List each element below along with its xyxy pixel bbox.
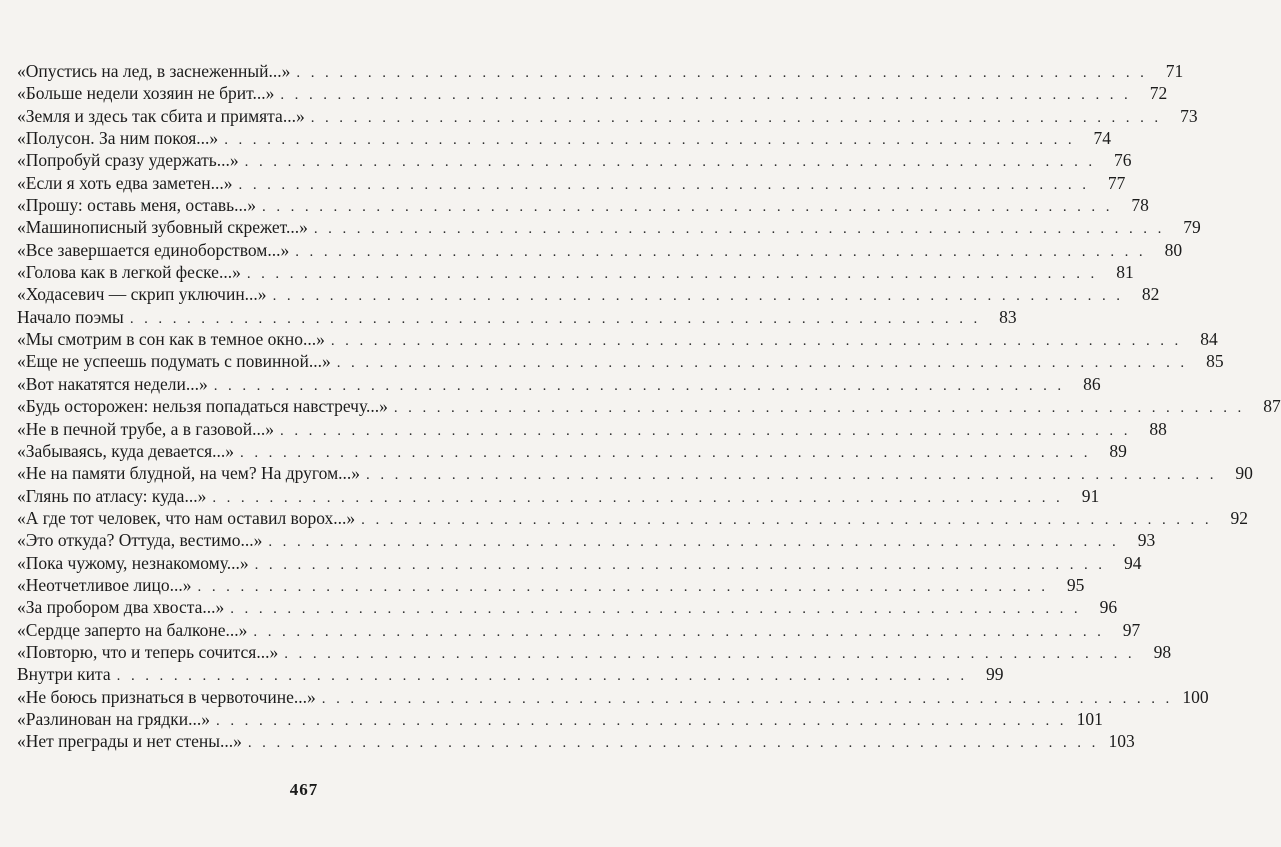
toc-entry [17,328,1218,350]
toc-entry-title: «Земля и здесь так сбита и примята...» [17,105,305,126]
toc-entry-page: 71 [1165,61,1184,81]
toc-entry-page: 78 [1131,195,1149,216]
toc-dot-leader: . . . . . . . . . . . . . . . . . . . . . . . . . . . . . . . . . . . . . . . . . . . . . . . . . . . . . . . . . . . . [393,400,1245,417]
toc-dot-leader: . . . . . . . . . . . . . . . . . . . . . . . . . . . . . . . . . . . . . . . . . . . . . . . . . . . . . . . . . . . . [280,87,1132,104]
toc-entry-page: 83 [999,306,1017,327]
toc-entry [17,373,1101,395]
toc-dot-leader: . . . . . . . . . . . . . . . . . . . . . . . . . . . . . . . . . . . . . . . . . . . . . . . . . . . . . . . . . . . . [254,556,1106,573]
toc-entry [17,261,1134,283]
toc-dot-leader: . . . . . . . . . . . . . . . . . . . . . . . . . . . . . . . . . . . . . . . . . . . . . . . . . . . . . . . . . . . . [116,668,968,685]
toc-dot-leader: . . . . . . . . . . . . . . . . . . . . . . . . . . . . . . . . . . . . . . . . . . . . . . . . . . . . . . . . . . . . [336,355,1188,372]
toc-entry-title: «Не боюсь признаться в червоточине...» [17,686,316,707]
toc-entry [17,730,1135,752]
toc-entry-page: 101 [1076,708,1103,729]
toc-entry-title: «Прошу: оставь меня, оставь...» [17,195,257,216]
toc-dot-leader: . . . . . . . . . . . . . . . . . . . . . . . . . . . . . . . . . . . . . . . . . . . . . . . . . . . . . . . . . . . . [284,645,1136,662]
toc-entry-page: 84 [1200,329,1218,350]
toc-dot-leader: . . . . . . . . . . . . . . . . . . . . . . . . . . . . . . . . . . . . . . . . . . . . . . . . . . . . . . . . . . . . [262,199,1113,216]
toc-entry [17,216,1201,238]
toc-entry-page: 93 [1137,530,1156,551]
toc-entry-page: 85 [1206,351,1224,372]
toc-entry-title: «Не на памяти блудной, на чем? На другом...» [17,463,361,484]
toc-dot-leader: . . . . . . . . . . . . . . . . . . . . . . . . . . . . . . . . . . . . . . . . . . . . . . . . . . . . . . . . . . . . [247,735,1099,752]
toc-entry [17,395,1281,417]
toc-entry-title: «Мы смотрим в сон как в темное окно...» [17,329,325,350]
toc-entry [17,127,1112,149]
toc-entry-page: 97 [1122,619,1141,640]
toc-entry-page: 88 [1149,418,1167,439]
toc-entry-page: 76 [1114,150,1132,171]
toc-entry [17,306,1017,328]
toc-entry [17,194,1149,216]
toc-entry [17,596,1118,618]
toc-dot-leader: . . . . . . . . . . . . . . . . . . . . . . . . . . . . . . . . . . . . . . . . . . . . . . . . . . . . . . . . . . . . [310,109,1162,126]
toc-entry [17,418,1167,440]
toc-entry-page: 103 [1108,731,1135,752]
toc-entry [17,485,1100,507]
toc-entry-title: «Попробуй сразу удержать...» [17,150,239,171]
toc-entry-title: Внутри кита [17,664,111,685]
toc-entry-page: 94 [1123,552,1142,573]
toc-entry-page: 92 [1230,507,1248,528]
toc-entry-page: 82 [1141,284,1160,305]
toc-entry-title: «Глянь по атласу: куда...» [17,485,207,506]
toc-entry-page: 81 [1116,262,1134,283]
toc-entry [17,60,1184,82]
toc-dot-leader: . . . . . . . . . . . . . . . . . . . . . . . . . . . . . . . . . . . . . . . . . . . . . . . . . . . . . . . . . . . . [246,266,1098,283]
toc-entry-title: «Разлинован на грядки...» [17,708,211,729]
toc-dot-leader: . . . . . . . . . . . . . . . . . . . . . . . . . . . . . . . . . . . . . . . . . . . . . . . . . . . . . . . . . . . . [313,221,1165,238]
toc-entry [17,641,1172,663]
toc-dot-leader: . . . . . . . . . . . . . . . . . . . . . . . . . . . . . . . . . . . . . . . . . . . . . . . . . . . . . . . . . . . . [240,444,1091,461]
toc-entry [17,105,1198,127]
toc-entry [17,350,1224,372]
toc-entry-title: Начало поэмы [17,306,124,327]
toc-entry-title: «Ходасевич — скрип уключин...» [17,284,267,305]
toc-dot-leader: . . . . . . . . . . . . . . . . . . . . . . . . . . . . . . . . . . . . . . . . . . . . . . . . . . . . . . . . . . . . [280,422,1131,439]
toc-dot-leader: . . . . . . . . . . . . . . . . . . . . . . . . . . . . . . . . . . . . . . . . . . . . . . . . . . . . . . . . . . . . [244,154,1096,171]
toc-entry [17,619,1141,641]
toc-entry-page: 91 [1081,485,1100,506]
toc-entry-title: «Машинописный зубовный скрежет...» [17,217,308,238]
toc-entry-page: 99 [986,664,1004,685]
toc-entry-page: 89 [1109,440,1127,461]
toc-entry [17,708,1103,730]
toc-entry-title: «Еще не успеешь подумать с повинной...» [17,351,331,372]
toc-dot-leader: . . . . . . . . . . . . . . . . . . . . . . . . . . . . . . . . . . . . . . . . . . . . . . . . . . . . . . . . . . . . [268,534,1120,551]
toc-dot-leader: . . . . . . . . . . . . . . . . . . . . . . . . . . . . . . . . . . . . . . . . . . . . . . . . . . . . . . . . . . . . [213,377,1065,394]
toc-entry-page: 74 [1093,128,1112,149]
toc-entry [17,82,1168,104]
toc-entry-title: «Голова как в легкой феске...» [17,262,241,283]
toc-entry [17,172,1126,194]
toc-dot-leader: . . . . . . . . . . . . . . . . . . . . . . . . . . . . . . . . . . . . . . . . . . . . . . . . . . . . . . . . . . . . [224,132,1076,149]
toc-dot-leader: . . . . . . . . . . . . . . . . . . . . . . . . . . . . . . . . . . . . . . . . . . . . . . . . . . . . . . . . . . . . [197,578,1049,595]
toc-entry-page: 72 [1149,83,1168,104]
toc-entry [17,440,1127,462]
toc-entry-page: 80 [1164,239,1183,260]
toc-entry-page: 86 [1083,373,1101,394]
toc-entry [17,462,1253,484]
toc-entry-page: 98 [1153,641,1172,662]
toc-entry [17,686,1209,708]
toc-entry-title: «Не в печной трубе, а в газовой...» [17,418,275,439]
toc-entry-title: «Неотчетливое лицо...» [17,574,192,595]
toc-entry [17,529,1156,551]
toc-entry-page: 90 [1235,463,1253,484]
toc-entry-page: 87 [1263,396,1281,417]
toc-entry [17,283,1160,305]
toc-dot-leader: . . . . . . . . . . . . . . . . . . . . . . . . . . . . . . . . . . . . . . . . . . . . . . . . . . . . . . . . . . . . [212,489,1064,506]
toc-dot-leader: . . . . . . . . . . . . . . . . . . . . . . . . . . . . . . . . . . . . . . . . . . . . . . . . . . . . . . . . . . . . [361,511,1212,528]
toc-dot-leader: . . . . . . . . . . . . . . . . . . . . . . . . . . . . . . . . . . . . . . . . . . . . . . . . . . . . . . . . . . . . [330,333,1182,350]
toc-dot-leader: . . . . . . . . . . . . . . . . . . . . . . . . . . . . . . . . . . . . . . . . . . . . . . . . . . . . . . . . . . . . [253,623,1105,640]
toc-entry-title: «За пробором два хвоста...» [17,597,225,618]
toc-entry-page: 96 [1099,597,1118,618]
toc-dot-leader: . . . . . . . . . . . . . . . . . . . . . . . . . . . . . . . . . . . . . . . . . . . . . . . . . . . . . . . . . . . . [230,601,1082,618]
toc-entry-title: «Пока чужому, незнакомому...» [17,552,249,573]
toc-entry-title: «Нет преграды и нет стены...» [17,731,242,752]
toc-entry-title: «Повторю, что и теперь сочится...» [17,641,279,662]
page-number: 467 [289,780,319,799]
toc-entry-title: «Сердце заперто на балконе...» [17,619,248,640]
toc-entry-title: «Это откуда? Оттуда, вестимо...» [17,530,263,551]
toc-dot-leader: . . . . . . . . . . . . . . . . . . . . . . . . . . . . . . . . . . . . . . . . . . . . . . . . . . . . . . . . . . . . [295,243,1147,260]
toc-entry-title: «Полусон. За ним покоя...» [17,128,219,149]
toc-entry-title: «Вот накатятся недели...» [17,373,208,394]
toc-dot-leader: . . . . . . . . . . . . . . . . . . . . . . . . . . . . . . . . . . . . . . . . . . . . . . . . . . . . . . . . . . . . [366,467,1217,484]
toc-entry-title: «А где тот человек, что нам оставил ворох...» [17,507,356,528]
toc-entry-title: «Если я хоть едва заметен...» [17,172,233,193]
toc-entry-page: 79 [1183,217,1201,238]
toc-entry-page: 100 [1182,686,1209,707]
toc-entry [17,239,1183,261]
toc-entry-title: «Опустись на лед, в заснеженный...» [17,61,291,81]
toc-entry [17,663,1004,685]
toc-entry [17,574,1085,596]
table-of-contents [17,60,1281,753]
toc-entry [17,507,1248,529]
toc-entry-page: 77 [1107,172,1126,193]
toc-entry-title: «Все завершается единоборством...» [17,239,290,260]
toc-dot-leader: . . . . . . . . . . . . . . . . . . . . . . . . . . . . . . . . . . . . . . . . . . . . . . . . . . . . . . . . . . . . [296,65,1148,81]
toc-dot-leader: . . . . . . . . . . . . . . . . . . . . . . . . . . . . . . . . . . . . . . . . . . . . . . . . . . . . . . . . . . . . [272,288,1124,305]
toc-entry-title: «Будь осторожен: нельзя попадаться навстречу...» [17,396,388,417]
toc-dot-leader: . . . . . . . . . . . . . . . . . . . . . . . . . . . . . . . . . . . . . . . . . . . . . . . . . . . . . . . . . . . . [129,310,981,327]
toc-dot-leader: . . . . . . . . . . . . . . . . . . . . . . . . . . . . . . . . . . . . . . . . . . . . . . . . . . . . . . . . . . . . [216,712,1067,729]
toc-entry [17,552,1142,574]
toc-entry-title: «Больше недели хозяин не брит...» [17,83,275,104]
toc-dot-leader: . . . . . . . . . . . . . . . . . . . . . . . . . . . . . . . . . . . . . . . . . . . . . . . . . . . . . . . . . . . . [321,690,1173,707]
toc-entry [17,149,1132,171]
toc-entry-page: 73 [1180,105,1198,126]
toc-dot-leader: . . . . . . . . . . . . . . . . . . . . . . . . . . . . . . . . . . . . . . . . . . . . . . . . . . . . . . . . . . . . [238,176,1090,193]
toc-entry-title: «Забываясь, куда девается...» [17,440,235,461]
toc-entry-page: 95 [1066,574,1085,595]
